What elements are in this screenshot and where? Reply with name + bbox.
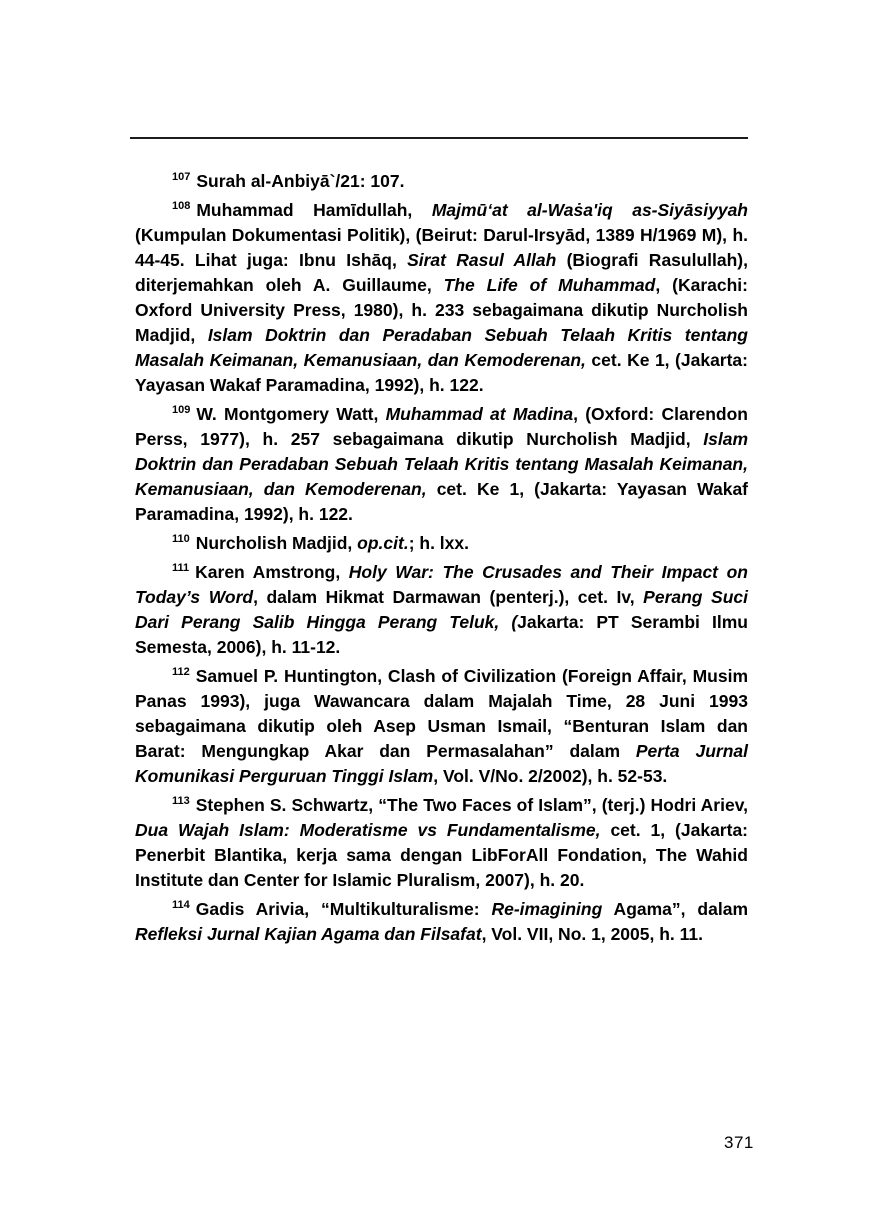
footnote-text-italic: Perta Jurnal Komunikasi Perguruan Tinggi Islam (135, 741, 749, 786)
footnote-text-italic: Islam Doktrin dan Peradaban Sebuah Telaah Kritis tentang Masalah Keimanan, Kemanusiaan, dan Kemoderenan, (135, 429, 748, 499)
footnote-text-italic: Perang Suci Dari Perang Salib Hingga Perang Teluk, ( (135, 587, 748, 632)
footnote-108 (135, 194, 748, 398)
footnote-text-italic: Holy War: The Crusades and Their Impact on Today’s Word (135, 562, 748, 607)
footnote-text-italic: Sirat Rasul Allah (407, 250, 557, 270)
footnote-text: (Kumpulan Dokumentasi Politik), (Beirut: Darul-Irsyād, 1389 H/1969 M), h. 44-45. Lihat juga: Ibnu Ishāq, (135, 225, 748, 270)
footnote-text: (Biografi Rasulullah), diterjemahkan oleh A. Guillaume, (135, 250, 748, 295)
footnote-number: 112 (172, 666, 190, 678)
footnote-number: 113 (172, 795, 190, 807)
footnote-number: 111 (172, 562, 190, 574)
footnote-text: Nurcholish Madjid, (195, 533, 358, 553)
footnote-text-italic: Majmū‘at al-Waṡa'iq as-Siyāsiyyah (431, 200, 748, 220)
footnote-text: cet. Ke 1, (Jakarta: Yayasan Wakaf Paramadina, 1992), h. 122. (135, 350, 748, 395)
footnote-text: Samuel P. Huntington, Clash of Civilization (Foreign Affair, Musim Panas 1993), juga Wawancara dalam Majalah Time, 28 Juni 1993 sebagaimana dikutip oleh Asep Usman Ismail, “Benturan Islam dan Barat: Mengungkap Akar dan Permasalahan” dalam (135, 666, 748, 761)
footnote-number: 107 (172, 171, 191, 183)
footnote-text: Jakarta: PT Serambi Ilmu Semesta, 2006), h. 11-12. (135, 612, 748, 657)
footnote-109 (135, 398, 748, 527)
footnote-107 (135, 165, 748, 194)
footnote-text-italic: Re-imagining (491, 899, 603, 919)
footnote-text: Surah al-Anbiyā`/21: 107. (196, 171, 405, 191)
footnote-text: Agama”, dalam (602, 899, 749, 919)
footnote-text-italic: Dua Wajah Islam: Moderatisme vs Fundamentalisme, (135, 820, 601, 840)
footnote-114 (135, 893, 748, 947)
footnote-text-italic: Refleksi Jurnal Kajian Agama dan Filsafat (135, 924, 482, 944)
footnote-110 (135, 527, 748, 556)
footnote-112 (135, 660, 748, 789)
footnote-text: , (Oxford: Clarendon Perss, 1977), h. 257 sebagaimana dikutip Nurcholish Madjid, (135, 404, 748, 449)
footnote-text-italic: op.cit. (357, 533, 409, 553)
header-rule (130, 137, 748, 139)
footnotes-section (135, 165, 748, 947)
footnote-text: , dalam Hikmat Darmawan (penterj.), cet. Iv, (253, 587, 644, 607)
footnote-text: cet. 1, (Jakarta: Penerbit Blantika, kerja sama dengan LibForAll Fondation, The Wahid Institute dan Center for Islamic Pluralism, 2007), h. 20. (135, 820, 748, 890)
page-number: 371 (724, 1133, 754, 1152)
footnote-text-italic: The Life of Muhammad (443, 275, 656, 295)
footnote-111 (135, 556, 748, 660)
footnote-number: 109 (172, 404, 191, 416)
footnote-113 (135, 789, 748, 893)
footnote-text: Muhammad Hamīdullah, (196, 200, 432, 220)
footnote-text: Stephen S. Schwartz, “The Two Faces of Islam”, (terj.) Hodri Ariev, (195, 795, 748, 815)
footnote-text-italic: Muhammad at Madina (385, 404, 574, 424)
footnote-text: cet. Ke 1, (Jakarta: Yayasan Wakaf Paramadina, 1992), h. 122. (135, 479, 748, 524)
footnote-text: ; h. lxx. (408, 533, 469, 553)
footnote-text: , (Karachi: Oxford University Press, 1980), h. 233 sebagaimana dikutip Nurcholish Madjid, (135, 275, 748, 345)
footnote-text-italic: Islam Doktrin dan Peradaban Sebuah Telaah Kritis tentang Masalah Keimanan, Kemanusiaan, dan Kemoderenan, (135, 325, 748, 370)
footnote-text: W. Montgomery Watt, (196, 404, 386, 424)
footnote-number: 114 (172, 899, 190, 911)
footnote-text: , Vol. V/No. 2/2002), h. 52-53. (433, 766, 668, 786)
footnote-text: Gadis Arivia, “Multikulturalisme: (195, 899, 492, 919)
footnote-number: 108 (172, 200, 191, 212)
footnote-text: , Vol. VII, No. 1, 2005, h. 11. (481, 924, 703, 944)
footnote-text: Karen Amstrong, (195, 562, 349, 582)
footnote-number: 110 (172, 533, 190, 545)
